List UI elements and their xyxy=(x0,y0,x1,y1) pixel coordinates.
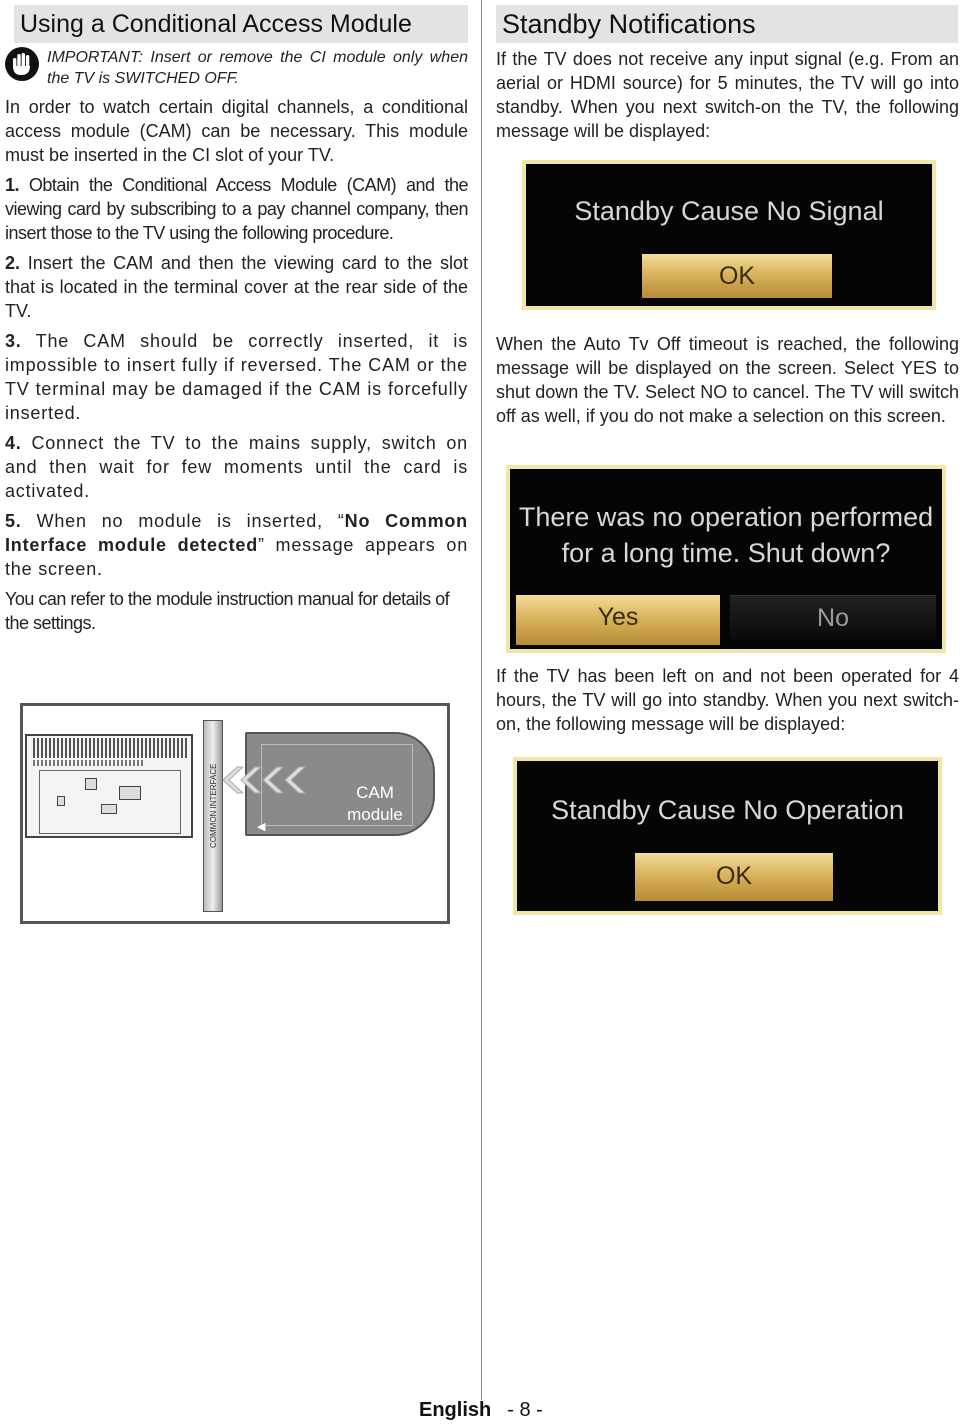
stop-hand-icon xyxy=(5,47,39,81)
step-5-bold: No Common Interface module detected xyxy=(5,511,468,555)
chevron-arrow-icon xyxy=(281,766,305,794)
tv-message-shutdown xyxy=(506,465,946,653)
step-3 xyxy=(5,329,468,425)
chevron-arrow-icon xyxy=(237,766,261,794)
cam-outro: You can refer to the module instruction manual for details of the settings. xyxy=(5,589,450,633)
step-5-pre: When no module is inserted, “ xyxy=(36,511,345,531)
tv-message-no-operation xyxy=(513,757,942,915)
right-column xyxy=(496,0,959,143)
step-3-text: The CAM should be correctly inserted, it is impossible to insert fully if reversed. The CAM or the TV terminal may be damaged if the CAM is forcefully inserted. xyxy=(5,331,468,423)
standby-para-auto-off: When the Auto Tv Off timeout is reached, the following message will be displayed on the screen. Select YES to shut down the TV. Select NO to cancel. The TV will switch off as well, if you do not make a selection on this screen. xyxy=(496,334,959,426)
column-divider xyxy=(481,0,482,1400)
message-text xyxy=(510,499,942,571)
standby-para-no-operation: If the TV has been left on and not been operated for 4 hours, the TV will go into standby. When you next switch-on, the following message will be displayed: xyxy=(496,666,959,734)
step-1 xyxy=(5,173,468,245)
yes-button[interactable]: Yes xyxy=(516,595,720,645)
message-title: Standby Cause No Signal xyxy=(574,196,884,226)
cam-insertion-illustration xyxy=(20,703,450,924)
page-number: - 8 - xyxy=(507,1399,543,1421)
ok-button[interactable]: OK xyxy=(635,853,833,901)
cam-intro: In order to watch certain digital channels, a conditional access module (CAM) can be necessary. This module must be inserted in the CI slot of your TV. xyxy=(5,97,468,165)
step-2-text: Insert the CAM and then the viewing card to the slot that is located in the terminal cover at the rear side of the TV. xyxy=(5,253,468,321)
step-4-number: 4. xyxy=(5,433,22,453)
footer-language: English xyxy=(419,1399,492,1421)
section-heading-cam: Using a Conditional Access Module xyxy=(14,5,468,43)
left-triangle-icon: ◀ xyxy=(257,821,266,833)
step-5-post: ” message appears on the screen. xyxy=(5,535,469,579)
no-button[interactable]: No xyxy=(730,595,936,640)
page-footer xyxy=(419,1399,543,1422)
step-4-text: Connect the TV to the mains supply, switch on and then wait for few moments until the card is activated. xyxy=(5,433,468,501)
step-1-number: 1. xyxy=(5,175,20,195)
cam-module-label: CAM module xyxy=(347,783,403,824)
section-heading-standby: Standby Notifications xyxy=(496,5,958,43)
standby-para-no-signal: If the TV does not receive any input signal (e.g. From an aerial or HDMI source) for 5 minutes, the TV will go into standby. When you next switch-on the TV, the following message will be displayed: xyxy=(496,49,959,141)
step-2 xyxy=(5,251,468,323)
step-5-number: 5. xyxy=(5,511,22,531)
important-text: IMPORTANT: Insert or remove the CI module only when the TV is SWITCHED OFF. xyxy=(47,49,468,87)
common-interface-label: COMMON INTERFACE xyxy=(209,763,218,848)
message-line-1: There was no operation performed xyxy=(518,502,934,532)
step-3-number: 3. xyxy=(5,331,22,351)
tv-message-no-signal xyxy=(522,160,936,310)
ok-button[interactable]: OK xyxy=(642,254,832,298)
chevron-arrow-icon xyxy=(259,766,283,794)
left-column xyxy=(5,0,468,635)
message-title: Standby Cause No Operation xyxy=(551,795,904,825)
step-2-number: 2. xyxy=(5,253,21,273)
step-5 xyxy=(5,509,468,581)
tv-rear-illustration xyxy=(25,734,193,838)
important-note xyxy=(5,47,468,95)
step-4 xyxy=(5,431,468,503)
step-1-text: Obtain the Conditional Access Module (CAM) and the viewing card by subscribing to a pay channel company, then insert those to the TV using the following procedure. xyxy=(5,175,468,243)
message-line-2: for a long time. Shut down? xyxy=(561,538,891,568)
